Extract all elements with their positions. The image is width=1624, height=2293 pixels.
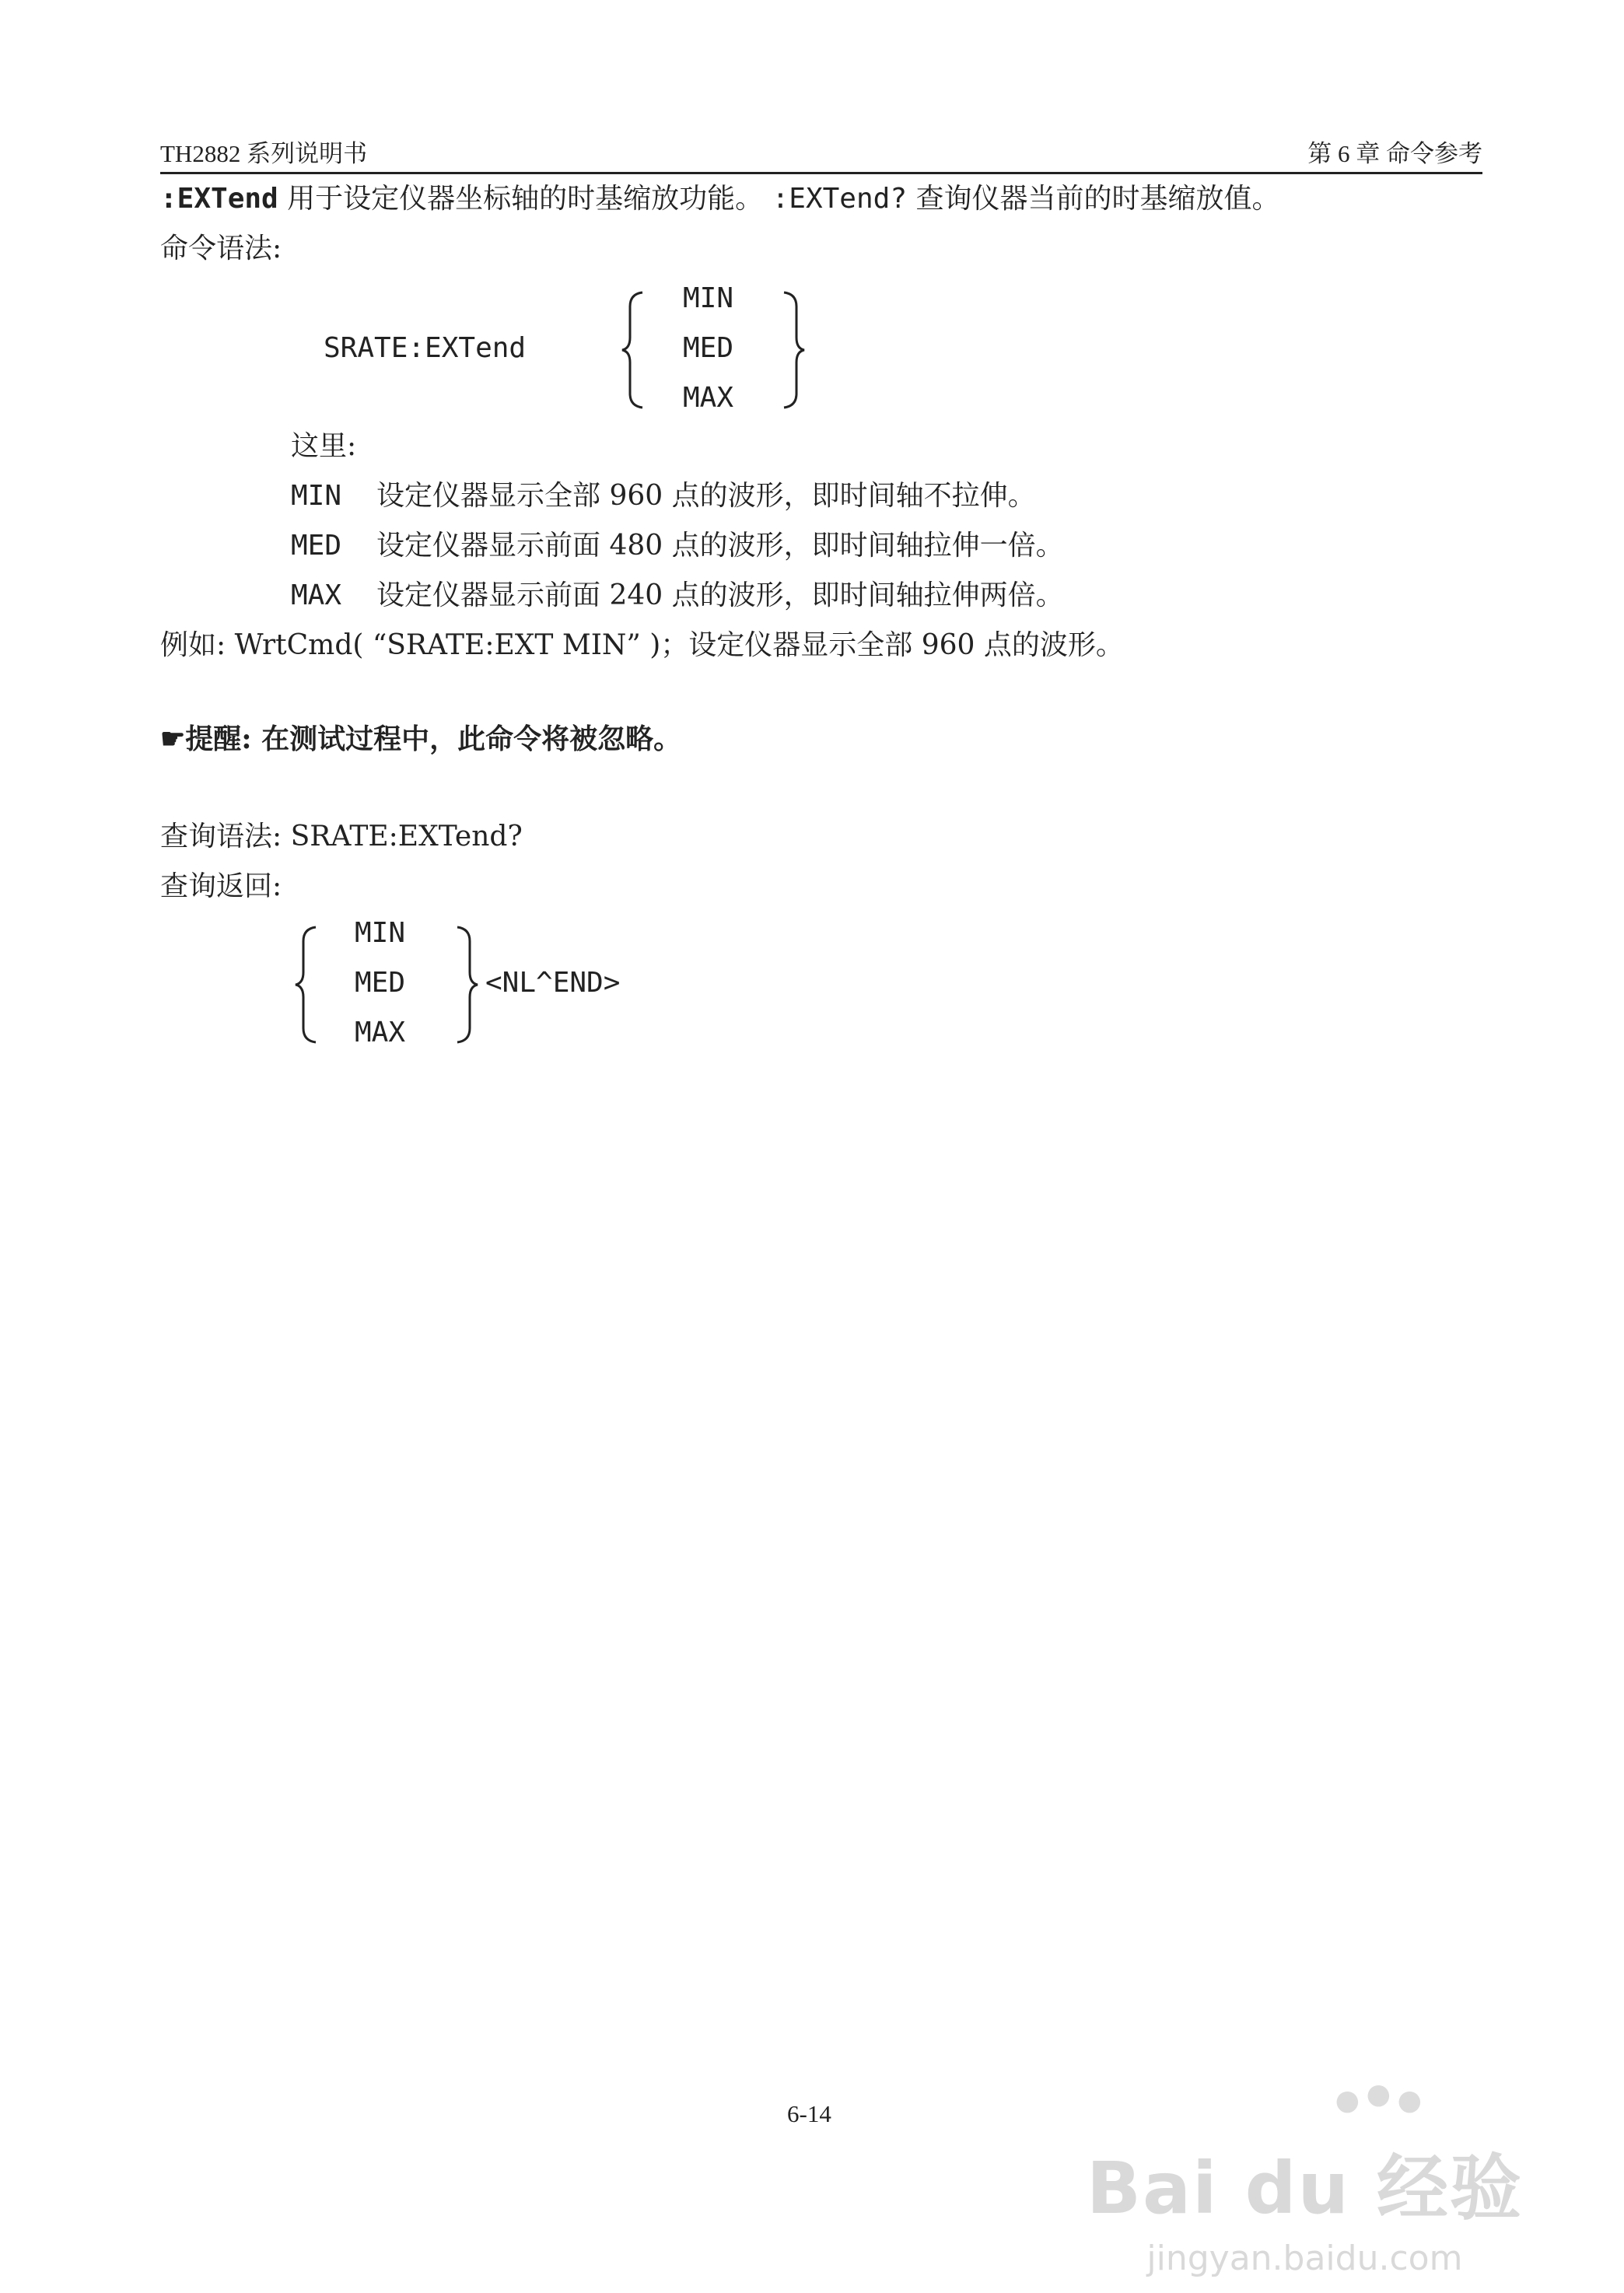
query-option-max: MAX xyxy=(355,1017,406,1048)
query-option-min: MIN xyxy=(355,917,406,949)
intro-line xyxy=(160,180,1279,218)
intro-command: :EXTend xyxy=(160,183,278,215)
where-key-max: MAX xyxy=(291,579,342,611)
where-desc-med: 设定仪器显示前面 480 点的波形，即时间轴拉伸一倍。 xyxy=(376,530,1064,562)
syntax-label: 命令语法: xyxy=(160,233,282,264)
header-left: TH2882 系列说明书 xyxy=(160,140,368,167)
query-terminator: <NL^END> xyxy=(485,967,621,999)
query-return-label: 查询返回: xyxy=(160,870,282,902)
baidu-watermark-logo: Bai du 经验 xyxy=(1086,2147,1523,2230)
intro-query-desc: 查询仪器当前的时基缩放值。 xyxy=(907,183,1280,215)
syntax-option-max: MAX xyxy=(683,382,734,414)
query-syntax: 查询语法: SRATE:EXTend? xyxy=(160,821,523,852)
syntax-option-min: MIN xyxy=(683,282,734,314)
syntax-option-med: MED xyxy=(683,332,734,364)
where-key-min: MIN xyxy=(291,480,342,512)
baidu-watermark-paw-icon: ● ● ● xyxy=(1335,2078,1422,2116)
intro-query-command: :EXTend? xyxy=(772,183,907,215)
query-option-med: MED xyxy=(355,967,406,999)
intro-command-desc: 用于设定仪器坐标轴的时基缩放功能。 xyxy=(278,183,772,215)
syntax-left-brace xyxy=(619,289,647,411)
example-line: 例如: WrtCmd( “SRATE:EXT MIN” )；设定仪器显示全部 960 点的波形。 xyxy=(160,629,1124,661)
pointing-hand-icon: ☛ xyxy=(160,723,186,755)
query-right-brace xyxy=(453,924,481,1045)
baidu-watermark xyxy=(1086,2078,1523,2278)
baidu-watermark-url: jingyan.baidu.com xyxy=(1146,2239,1463,2278)
header-right: 第 6 章 命令参考 xyxy=(1307,140,1482,167)
where-desc-max: 设定仪器显示前面 240 点的波形，即时间轴拉伸两倍。 xyxy=(376,579,1064,611)
syntax-command: SRATE:EXTend xyxy=(324,332,527,364)
page-number: 6-14 xyxy=(787,2100,831,2127)
where-label: 这里: xyxy=(291,430,357,462)
where-desc-min: 设定仪器显示全部 960 点的波形，即时间轴不拉伸。 xyxy=(376,480,1036,512)
syntax-right-brace xyxy=(779,289,807,411)
note-text: 提醒: 在测试过程中，此命令将被忽略。 xyxy=(185,723,682,755)
query-left-brace xyxy=(292,924,320,1045)
header-rule xyxy=(160,172,1482,174)
note-line xyxy=(160,720,681,758)
where-key-med: MED xyxy=(291,530,342,562)
